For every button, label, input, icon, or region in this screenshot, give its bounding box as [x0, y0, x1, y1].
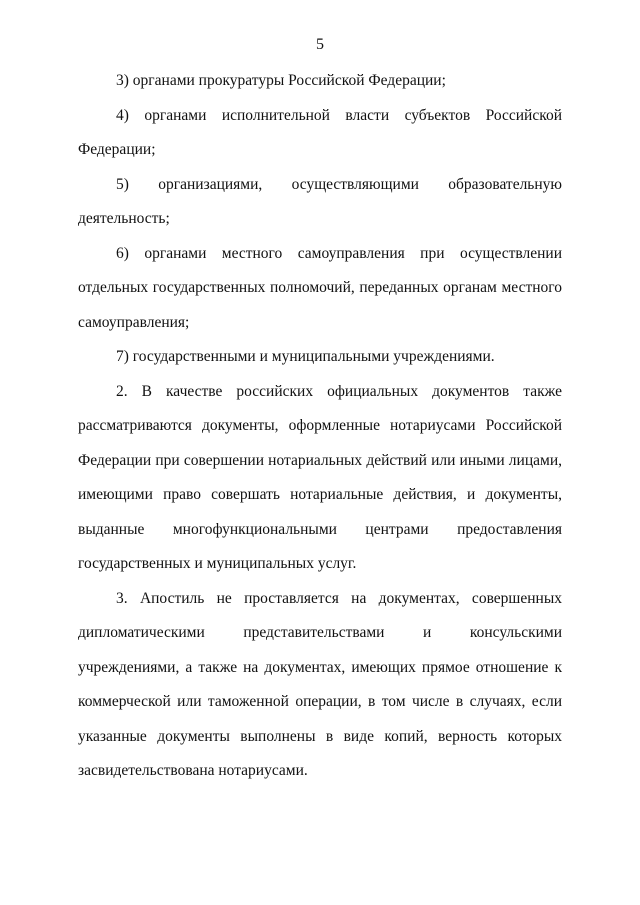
list-item-7: 7) государственными и муниципальными учреждениями.: [116, 348, 495, 365]
page-number: 5: [316, 36, 324, 53]
list-item-4: 4) органами исполнительной власти субъектов Российской Федерации;: [78, 106, 562, 158]
list-item-5: 5) организациями, осуществляющими образовательную деятельность;: [78, 175, 562, 227]
list-item-6: 6) органами местного самоуправления при осуществлении отдельных государственных полномочий, переданных органам местного самоуправления;: [78, 244, 562, 331]
section-2-paragraph: 2. В качестве российских официальных документов также рассматриваются документы, оформленные нотариусами Российской Федерации при совершении нотариальных действий или иными лицами, имеющими право совершать нотариальные действия, и документы, выданные многофункциональными центрами предоставления государственных и муниципальных услуг.: [78, 382, 562, 572]
section-3-paragraph: 3. Апостиль не проставляется на документах, совершенных дипломатическими представительствами и консульскими учреждениями, а также на документах, имеющих прямое отношение к коммерческой или таможенной операции, в том числе в случаях, если указанные документы выполнены в виде копий, верность которых засвидетельствована нотариусами.: [78, 589, 562, 779]
document-body: [78, 64, 562, 789]
list-item-3: 3) органами прокуратуры Российской Федерации;: [116, 72, 446, 89]
